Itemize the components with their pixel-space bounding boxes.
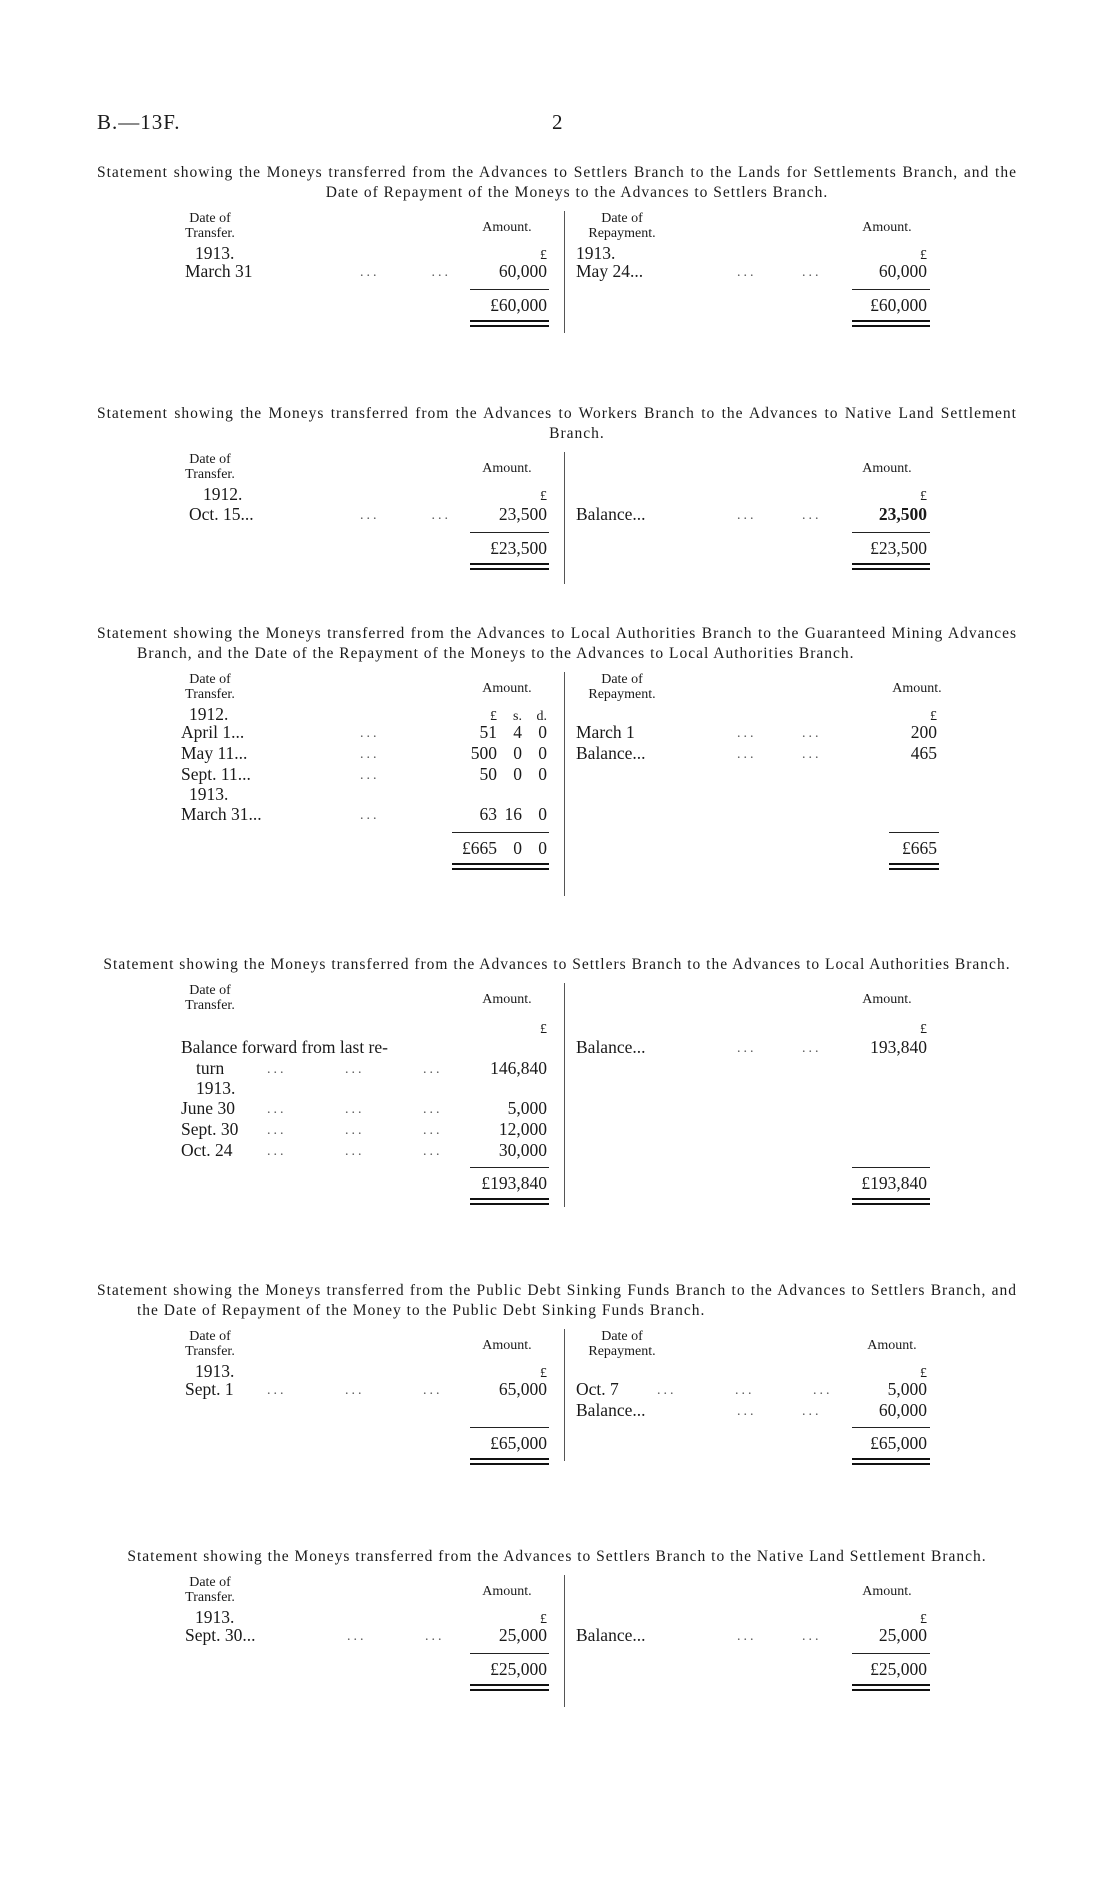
pound-sign: £ — [540, 1612, 547, 1627]
transfer-amount: 25,000 — [498, 1625, 547, 1645]
total-rule — [852, 532, 930, 533]
amount-shillings: 0 — [513, 764, 522, 784]
leader-dots: ... ... — [737, 1041, 822, 1056]
balance-forward-label: turn — [196, 1058, 225, 1078]
amount-pence: 0 — [538, 804, 547, 824]
total-amount: £193,840 — [481, 1173, 547, 1193]
statement-table — [97, 211, 1017, 341]
total-amount: £23,500 — [870, 538, 927, 558]
total-rule — [452, 832, 549, 833]
balance-amount: 25,000 — [878, 1625, 927, 1645]
transfer-date: April 1... — [181, 722, 245, 742]
transfer-amount: 23,500 — [498, 504, 547, 524]
total-rule — [852, 1427, 930, 1428]
double-rule — [470, 1684, 549, 1691]
repayment-date: Oct. 7 — [576, 1379, 619, 1399]
pence-sign: d. — [536, 709, 547, 724]
leader-dots: ... ... — [347, 1629, 445, 1644]
transfer-date: May 11... — [181, 743, 248, 763]
leader-dots: ... ... — [360, 265, 451, 280]
total-rule — [470, 1167, 549, 1168]
pound-sign: £ — [490, 709, 497, 724]
repayment-header: Date of Repayment. — [588, 1329, 656, 1359]
balance-amount: 60,000 — [878, 1400, 927, 1420]
total-pence: 0 — [538, 838, 547, 858]
double-rule — [852, 1684, 930, 1691]
year-label: 1912. — [189, 704, 229, 724]
column-divider — [564, 1575, 565, 1707]
total-rule — [852, 289, 930, 290]
double-rule — [470, 1458, 549, 1465]
statement-sinking-to-settlers — [97, 1281, 1017, 1469]
double-rule — [852, 1198, 930, 1205]
transfer-amount: 12,000 — [498, 1119, 547, 1139]
total-amount: £25,000 — [870, 1659, 927, 1679]
right-amount-header: Amount. — [862, 461, 912, 476]
leader-dots: ... ... ... — [657, 1383, 833, 1398]
pound-sign: £ — [920, 1366, 927, 1381]
amount-pence: 0 — [538, 722, 547, 742]
statement-local-to-mining — [97, 624, 1017, 904]
pound-sign: £ — [930, 709, 937, 724]
leader-dots: ... — [360, 768, 380, 783]
date-header: Date of Transfer. — [185, 983, 235, 1013]
statement-table — [97, 452, 1017, 592]
double-rule — [852, 320, 930, 327]
date-header: Date of Transfer. — [185, 1329, 235, 1359]
total-amount: £193,840 — [861, 1173, 927, 1193]
leader-dots: ... ... — [737, 508, 822, 523]
total-pounds: £665 — [462, 838, 497, 858]
transfer-date: Oct. 24 — [181, 1140, 233, 1160]
balance-label: Balance... — [576, 1400, 646, 1420]
transfer-amount: 65,000 — [498, 1379, 547, 1399]
leader-dots: ... ... — [737, 1629, 822, 1644]
balance-amount: 193,840 — [870, 1037, 927, 1057]
double-rule — [470, 1198, 549, 1205]
transfer-date: Oct. 15... — [189, 504, 254, 524]
right-amount-header: Amount. — [862, 220, 912, 235]
column-divider — [564, 1329, 565, 1461]
statement-table — [97, 1329, 1017, 1469]
double-rule — [452, 863, 549, 870]
leader-dots: ... ... ... — [267, 1062, 443, 1077]
amount-pounds: 50 — [479, 764, 497, 784]
leader-dots: ... — [360, 726, 380, 741]
total-amount: £25,000 — [490, 1659, 547, 1679]
document-reference: B.—13F. — [97, 110, 181, 134]
leader-dots: ... ... ... — [267, 1102, 443, 1117]
transfer-date: Sept. 30... — [185, 1625, 256, 1645]
repayment-amount: 60,000 — [878, 261, 927, 281]
double-rule — [470, 563, 549, 570]
pound-sign: £ — [920, 248, 927, 263]
total-rule — [889, 832, 939, 833]
leader-dots: ... ... ... — [267, 1144, 443, 1159]
total-amount: £65,000 — [490, 1433, 547, 1453]
amount-pence: 0 — [538, 764, 547, 784]
pound-sign: £ — [920, 1612, 927, 1627]
amount-pounds: 51 — [479, 722, 497, 742]
total-amount: £60,000 — [870, 295, 927, 315]
column-divider — [564, 672, 565, 896]
statement-title: Statement showing the Moneys transferred from the Advances to Local Authorities Branch to the Guaranteed Mining Advances Branch, and the Date of the Repayment of the Moneys to the Advances to Local Authorities Branch. — [97, 625, 1017, 662]
pound-sign: £ — [540, 1022, 547, 1037]
pound-sign: £ — [540, 248, 547, 263]
transfer-amount: 30,000 — [498, 1140, 547, 1160]
year-label: 1913. — [576, 243, 616, 263]
year-label: 1913. — [196, 1078, 236, 1098]
repayment-header: Date of Repayment. — [588, 672, 656, 702]
total-amount: £23,500 — [490, 538, 547, 558]
total-rule — [470, 1653, 549, 1654]
leader-dots: ... — [360, 747, 380, 762]
leader-dots: ... ... — [737, 265, 822, 280]
leader-dots: ... ... — [737, 1404, 822, 1419]
statement-title: Statement showing the Moneys transferred from the Advances to Workers Branch to the Advances to Native Land Settlement Branch. — [97, 405, 1017, 442]
repayment-date: May 24... — [576, 261, 644, 281]
transfer-date: June 30 — [181, 1098, 235, 1118]
double-rule — [889, 863, 939, 870]
statement-table — [97, 672, 1017, 904]
column-divider — [564, 211, 565, 333]
pound-sign: £ — [920, 489, 927, 504]
leader-dots: ... ... ... — [267, 1383, 443, 1398]
balance-forward-label: Balance forward from last re- — [181, 1037, 388, 1057]
transfer-amount: 5,000 — [507, 1098, 547, 1118]
statement-title: Statement showing the Moneys transferred from the Public Debt Sinking Funds Branch to the Advances to Settlers Branch, and the Date of Repayment of the Money to the Public Debt Sinking Funds Branch. — [97, 1282, 1017, 1319]
repayment-header: Date of Repayment. — [588, 211, 656, 241]
statement-title: Statement showing the Moneys transferred from the Advances to Settlers Branch to the Lands for Settlements Branch, and the Date of Repayment of the Moneys to the Advances to Settlers Branch. — [97, 164, 1017, 201]
double-rule — [852, 1458, 930, 1465]
amount-header: Amount. — [482, 1584, 532, 1599]
transfer-date: March 31... — [181, 804, 262, 824]
total-amount: £60,000 — [490, 295, 547, 315]
transfer-date: Sept. 11... — [181, 764, 251, 784]
statement-title: Statement showing the Moneys transferred from the Advances to Settlers Branch to the Advances to Local Authorities Branch. — [103, 956, 1011, 973]
statement-workers-to-native — [97, 404, 1017, 592]
total-shillings: 0 — [513, 838, 522, 858]
leader-dots: ... ... — [737, 726, 822, 741]
balance-amount: 23,500 — [878, 504, 927, 524]
year-label: 1913. — [189, 784, 229, 804]
amount-header: Amount. — [482, 461, 532, 476]
total-amount: £65,000 — [870, 1433, 927, 1453]
page-number: 2 — [552, 110, 563, 134]
amount-shillings: 4 — [513, 722, 522, 742]
leader-dots: ... ... ... — [267, 1123, 443, 1138]
transfer-date: March 31 — [185, 261, 253, 281]
shilling-sign: s. — [513, 709, 522, 724]
statement-settlers-to-lands — [97, 163, 1017, 341]
repayment-amount: 200 — [910, 722, 937, 742]
balance-label: Balance... — [576, 504, 646, 524]
right-amount-header: Amount. — [862, 992, 912, 1007]
transfer-date: Sept. 1 — [185, 1379, 234, 1399]
date-header: Date of Transfer. — [185, 1575, 235, 1605]
total-amount: £665 — [902, 838, 937, 858]
page-header — [97, 110, 1037, 140]
right-amount-header: Amount. — [867, 1338, 917, 1353]
right-amount-header: Amount. — [862, 1584, 912, 1599]
column-divider — [564, 983, 565, 1207]
pound-sign: £ — [540, 1366, 547, 1381]
amount-header: Amount. — [482, 992, 532, 1007]
year-label: 1913. — [195, 243, 235, 263]
date-header: Date of Transfer. — [185, 672, 235, 702]
double-rule — [470, 320, 549, 327]
total-rule — [852, 1167, 930, 1168]
date-header: Date of Transfer. — [185, 211, 235, 241]
leader-dots: ... — [360, 808, 380, 823]
statement-settlers-to-native — [97, 1547, 1017, 1715]
leader-dots: ... ... — [360, 508, 451, 523]
transfer-date: Sept. 30 — [181, 1119, 239, 1139]
total-rule — [470, 532, 549, 533]
pound-sign: £ — [920, 1022, 927, 1037]
balance-label: Balance... — [576, 743, 646, 763]
transfer-amount: 60,000 — [498, 261, 547, 281]
amount-header: Amount. — [482, 681, 532, 696]
repayment-date: March 1 — [576, 722, 635, 742]
statement-table — [97, 983, 1017, 1215]
statement-table — [97, 1575, 1017, 1715]
statement-settlers-to-local — [97, 955, 1017, 1215]
total-rule — [470, 289, 549, 290]
date-header: Date of Transfer. — [185, 452, 235, 482]
balance-label: Balance... — [576, 1037, 646, 1057]
column-divider — [564, 452, 565, 584]
leader-dots: ... ... — [737, 747, 822, 762]
balance-amount: 465 — [910, 743, 937, 763]
amount-shillings: 0 — [513, 743, 522, 763]
amount-pounds: 500 — [470, 743, 497, 763]
year-label: 1913. — [195, 1361, 235, 1381]
transfer-amount: 146,840 — [490, 1058, 547, 1078]
total-rule — [470, 1427, 549, 1428]
year-label: 1912. — [203, 484, 243, 504]
total-rule — [852, 1653, 930, 1654]
statement-title: Statement showing the Moneys transferred from the Advances to Settlers Branch to the Native Land Settlement Branch. — [127, 1548, 987, 1565]
double-rule — [852, 563, 930, 570]
amount-pounds: 63 — [479, 804, 497, 824]
balance-label: Balance... — [576, 1625, 646, 1645]
amount-shillings: 16 — [504, 804, 522, 824]
pound-sign: £ — [540, 489, 547, 504]
amount-header: Amount. — [482, 220, 532, 235]
amount-pence: 0 — [538, 743, 547, 763]
year-label: 1913. — [195, 1607, 235, 1627]
amount-header: Amount. — [482, 1338, 532, 1353]
right-amount-header: Amount. — [892, 681, 942, 696]
repayment-amount: 5,000 — [887, 1379, 927, 1399]
